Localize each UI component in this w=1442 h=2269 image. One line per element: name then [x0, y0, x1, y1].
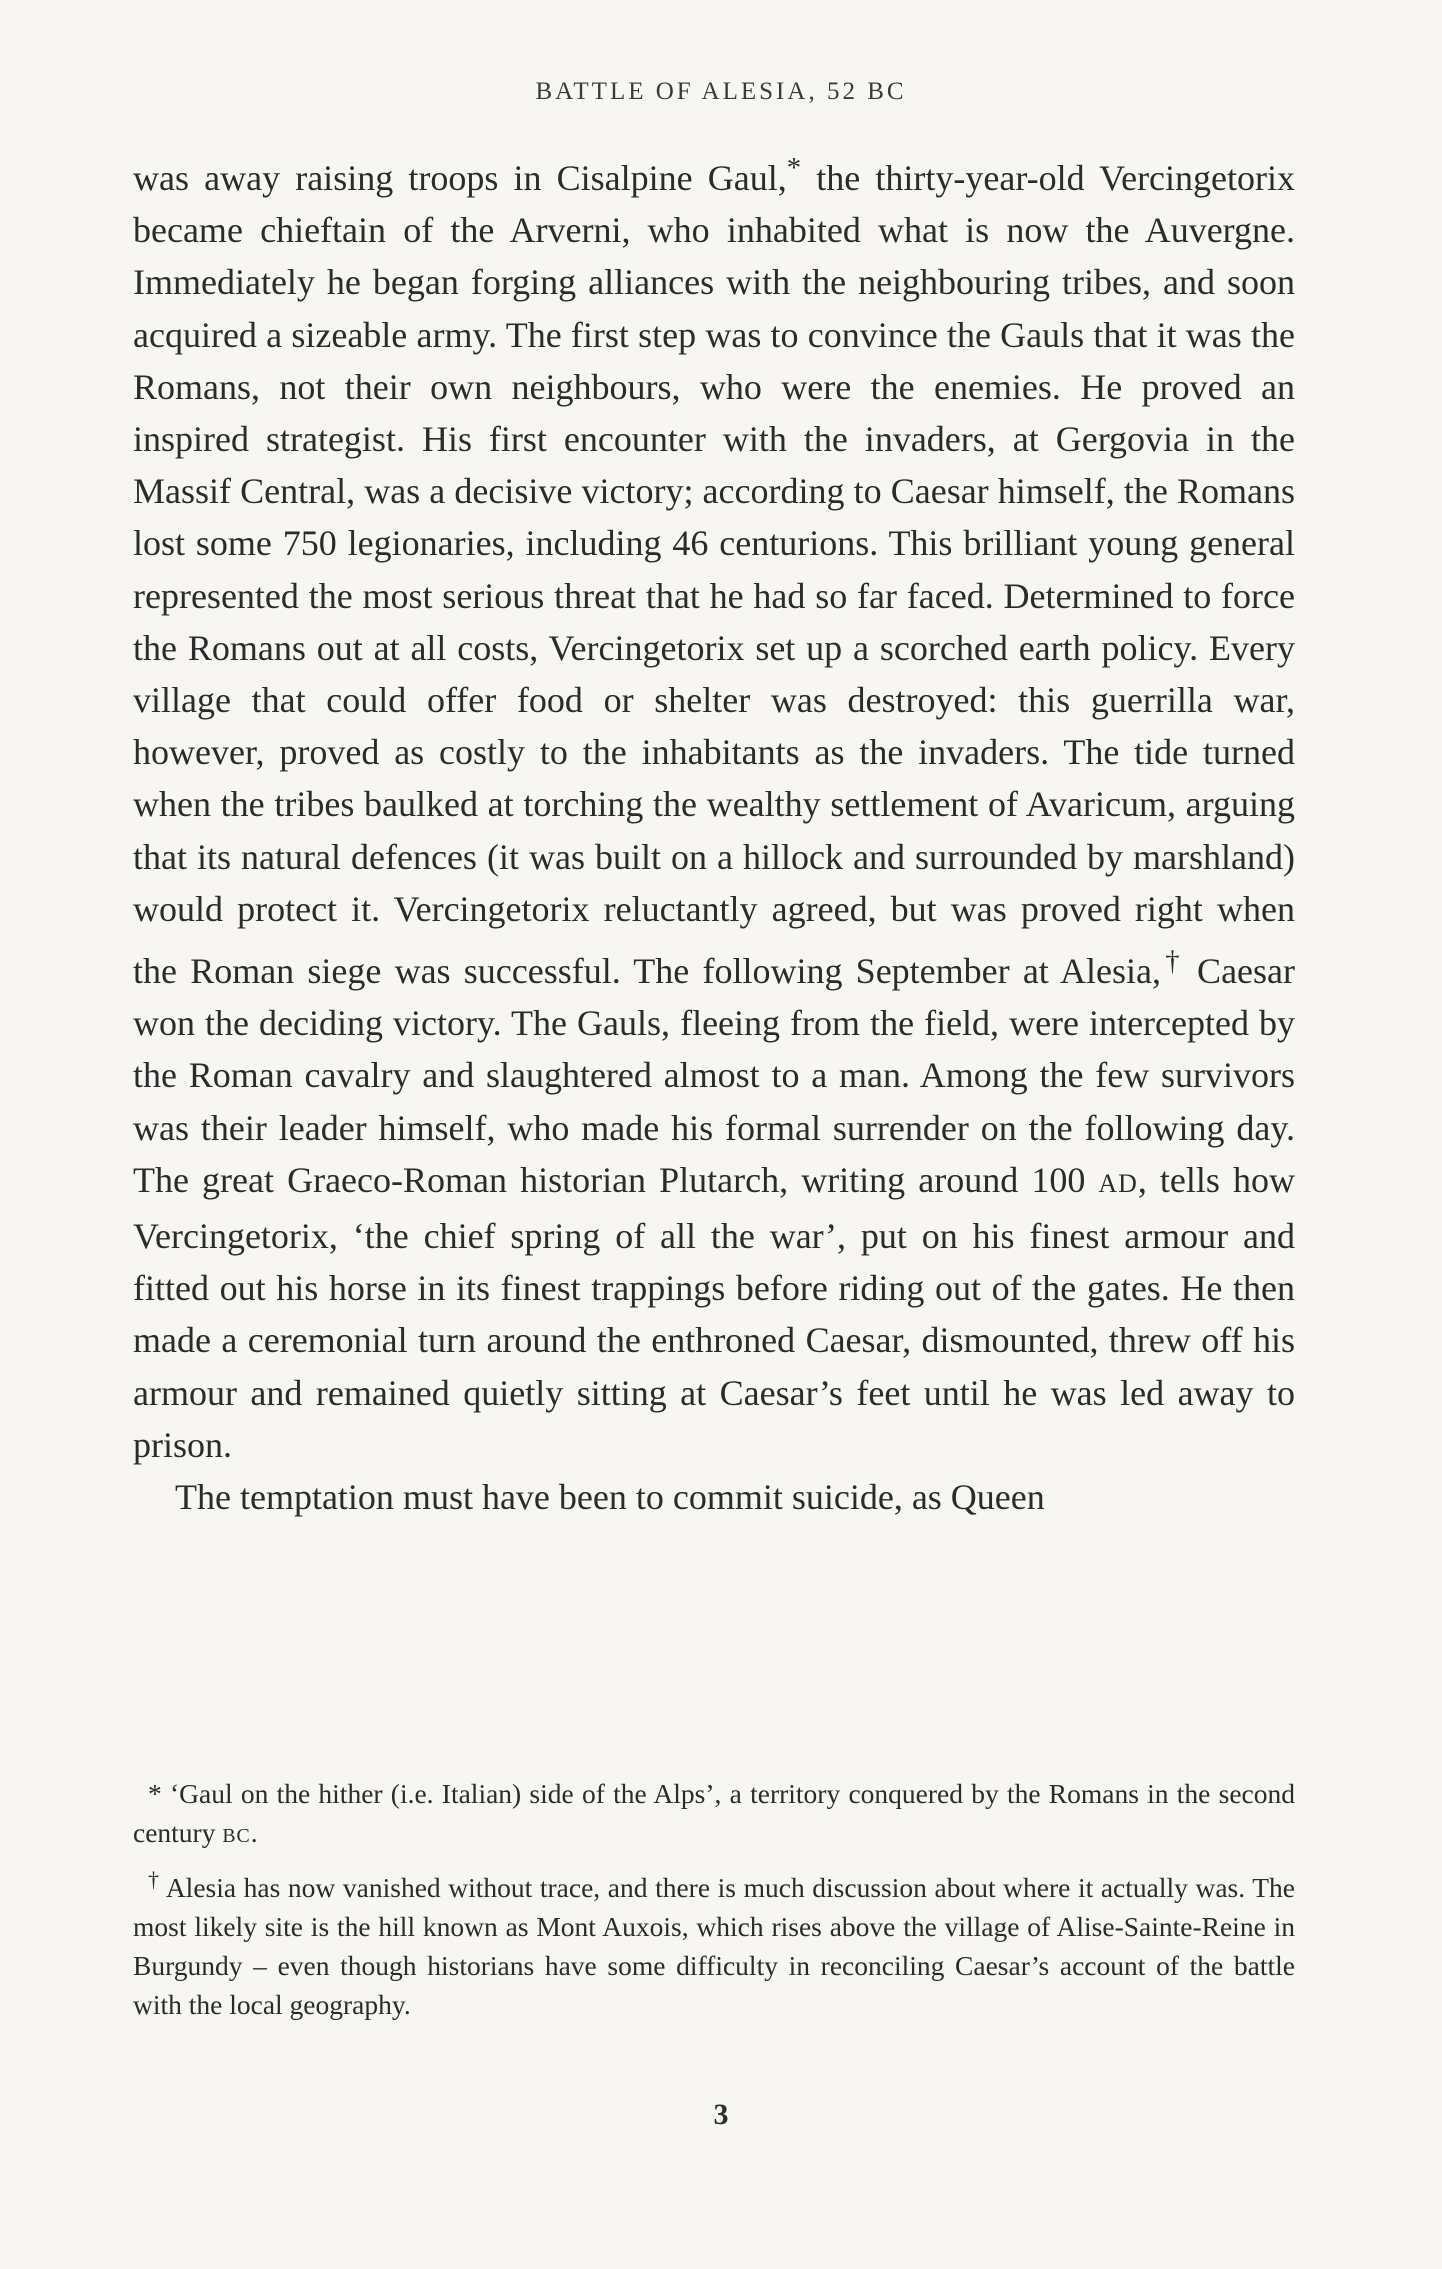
paragraph-1	[133, 142, 1295, 1471]
paragraph-1-part-a: was away raising troops in Cisalpine Gaul,	[133, 158, 787, 198]
footnote-ref-1: *	[786, 152, 802, 184]
footnote-1-mark: *	[148, 1778, 162, 1809]
page-number: 3	[713, 2098, 729, 2131]
footnote-2	[133, 1860, 1295, 2024]
paragraph-2: The temptation must have been to commit suicide, as Queen	[175, 1477, 1045, 1518]
paragraph-1-part-b: the thirty-year-old Vercingetorix became chieftain of the Arverni, who inhabited what is now the Auvergne. Immediately he began forging alliances with the neighbouring tribes, and soon acquired a sizeable army. The first step was to convince the Gauls that it was the Romans, not their own neighbours, who were the enemies. He proved an inspired strategist. His first encounter with the invaders, at Gergovia in the Massif Central, was a decisive victory; according to Caesar himself, the Romans lost some 750 legionaries, including 46 centurions. This brilliant young general represented the most serious threat that he had so far faced. Determined to force the Romans out at all costs, Vercingetorix set up a scorched earth policy. Every village that could offer food or shelter was destroyed: this guerrilla war, however, proved as costly to the inhabitants as the invaders. The tide turned when the tribes baulked at torching the wealthy settlement of Avaricum, arguing that its natural defences (it was built on a hillock and surrounded by marshland) would protect it. Vercingetorix reluctantly agreed, but was proved right when the Roman siege was successful. The following September at Alesia,	[133, 158, 1296, 992]
era-bc: BC	[222, 1825, 251, 1847]
footnote-ref-2: †	[1161, 945, 1184, 978]
footnote-1	[133, 1774, 1295, 1856]
era-ad: AD	[1098, 1168, 1138, 1198]
footnote-2-text: Alesia has now vanished without trace, and there is much discussion about where it actually was. The most likely site is the hill known as Mont Auxois, which rises above the village of Alise-Sainte-Reine in Burgundy – even though historians have some difficulty in reconciling Caesar’s account of the battle with the local geography.	[133, 1872, 1295, 2021]
footnotes	[133, 1774, 1295, 2028]
paragraph-1-part-c: Caesar won the deciding victory. The Gauls, fleeing from the field, were intercepted by the Roman cavalry and slaughtered almost to a man. Among the few survivors was their leader himself, who made his formal surrender on the following day. The great Graeco-Roman historian Plutarch, writing around 100	[133, 951, 1295, 1200]
paragraph-1-part-d: , tells how Vercingetorix, ‘the chief spring of all the war’, put on his finest armour and fitted out his horse in its finest trappings before riding out of the gates. He then made a ceremonial turn around the enthroned Caesar, dismounted, threw off his armour and remained quietly sitting at Caesar’s feet until he was led away to prison.	[133, 1159, 1295, 1465]
footnote-2-mark: †	[148, 1867, 160, 1892]
body-text	[133, 142, 1295, 1523]
footnote-1-text-b: .	[250, 1817, 258, 1848]
footnote-1-text-a: ‘Gaul on the hither (i.e. Italian) side of the Alps’, a territory conquered by the Romans in the second century	[133, 1778, 1295, 1848]
running-head: BATTLE OF ALESIA, 52 BC	[535, 78, 907, 105]
